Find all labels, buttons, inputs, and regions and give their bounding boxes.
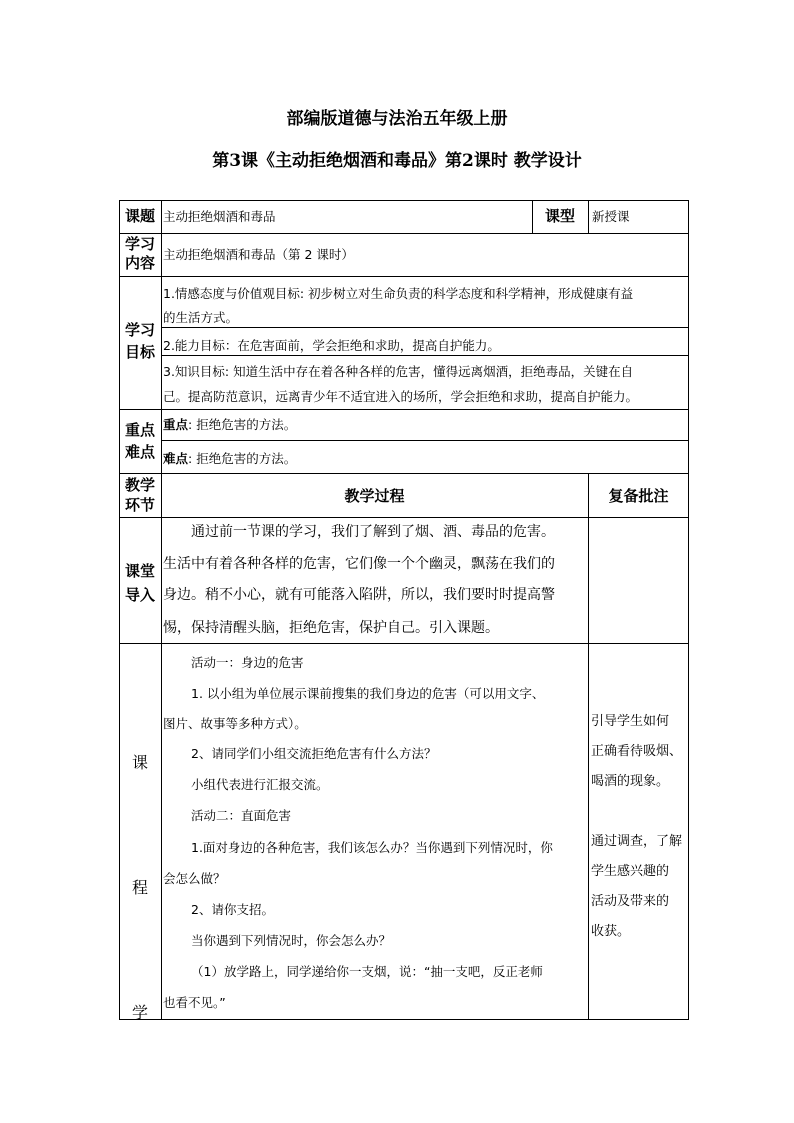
stage-label-char: 课	[131, 753, 148, 772]
learning-content-value: 主动拒绝烟酒和毒品（第 2 课时）	[163, 247, 354, 262]
table-rule	[119, 473, 689, 474]
topic-value: 主动拒绝烟酒和毒品	[163, 209, 276, 224]
label-line: 学习	[124, 235, 155, 253]
note-line: 学生感兴趣的	[591, 864, 670, 879]
process-line: （1）放学路上，同学递给你一支烟，说：“抽一支吧，反正老师	[191, 964, 543, 979]
process-line: 也看不见。”	[163, 995, 226, 1010]
label-learning-goals	[119, 319, 161, 363]
table-rule	[161, 200, 162, 1020]
table-rule	[119, 233, 689, 234]
difficult-point-label: 难点	[163, 451, 189, 466]
label-topic: 课题	[124, 207, 155, 225]
goal-3-line-2: 己。提高防范意识，远离青少年不适宜进入的场所，学会拒绝和求助，提高自护能力。	[163, 389, 639, 404]
table-rule	[119, 517, 689, 518]
goal-1-line-2: 的生活方式。	[163, 310, 239, 325]
process-line: 活动一：身边的危害	[191, 655, 304, 670]
label-line: 难点	[124, 443, 155, 461]
note-line: 喝酒的现象。	[591, 774, 670, 789]
table-rule	[688, 200, 689, 1020]
process-line: 1.面对身边的各种危害，我们该怎么办？当你遇到下列情况时，你	[191, 840, 553, 855]
label-teaching-stage	[119, 475, 161, 515]
table-rule	[119, 200, 689, 201]
process-line: 小组代表进行汇报交流。	[191, 777, 329, 792]
label-line: 导入	[124, 586, 155, 604]
table-rule	[161, 355, 689, 356]
stage-label-char: 学	[131, 1003, 148, 1022]
label-learning-content	[119, 235, 161, 273]
intro-line-2: 生活中有着各种各样的危害，它们像一个个幽灵，飘荡在我们的	[163, 556, 555, 572]
key-point-label: 重点	[163, 417, 189, 432]
label-line: 课堂	[124, 562, 155, 580]
intro-line-4: 惕，保持清醒头脑，拒绝危害，保护自己。引入课题。	[163, 620, 499, 636]
key-point-text: : 拒绝危害的方法。	[188, 417, 297, 432]
process-line: 活动二：直面危害	[191, 808, 292, 823]
process-line: 1. 以小组为单位展示课前搜集的我们身边的危害（可以用文字、	[191, 686, 545, 701]
document-title: 部编版道德与法治五年级上册	[286, 109, 508, 129]
table-rule	[119, 276, 689, 277]
lesson-type-value: 新授课	[592, 209, 630, 224]
table-rule	[119, 643, 689, 644]
process-line: 2、请同学们小组交流拒绝危害有什么方法？	[191, 746, 437, 761]
label-line: 教学	[124, 476, 155, 494]
process-line: 当你遇到下列情况时，你会怎么办？	[191, 933, 392, 948]
table-rule	[119, 1019, 689, 1020]
label-class-intro	[119, 559, 161, 607]
table-rule	[161, 440, 689, 441]
note-line: 正确看待吸烟、	[591, 744, 683, 759]
intro-line-3: 身边。稍不小心，就有可能落入陷阱，所以，我们要时时提高警	[163, 587, 555, 603]
key-point	[163, 417, 296, 433]
label-line: 内容	[124, 254, 155, 272]
lesson-plan-table	[119, 200, 689, 1020]
label-line: 环节	[124, 496, 155, 514]
note-line: 活动及带来的	[591, 894, 670, 909]
label-line: 学习	[124, 321, 155, 339]
process-line: 会怎么做？	[163, 871, 226, 886]
difficult-point	[163, 451, 296, 467]
goal-3-line-1: 3.知识目标: 知道生活中存在着各种各样的危害，懂得远离烟酒，拒绝毒品，关键在自	[163, 364, 634, 379]
document-subtitle: 第3课《主动拒绝烟酒和毒品》第2课时 教学设计	[212, 151, 582, 171]
table-rule	[119, 409, 689, 410]
column-header-notes: 复备批注	[608, 487, 669, 505]
label-line: 目标	[124, 343, 155, 361]
process-line: 2、请你支招。	[191, 902, 274, 917]
goal-2: 2.能力目标：在危害面前，学会拒绝和求助，提高自护能力。	[163, 338, 500, 353]
note-line: 通过调查，了解	[591, 834, 683, 849]
intro-line-1: 通过前一节课的学习，我们了解到了烟、酒、毒品的危害。	[191, 524, 555, 540]
difficult-point-text: : 拒绝危害的方法。	[188, 451, 297, 466]
process-line: 图片、故事等多种方式）。	[163, 716, 307, 731]
column-header-process: 教学过程	[344, 487, 405, 505]
stage-label-char: 程	[131, 878, 148, 897]
table-rule	[588, 473, 589, 1019]
goal-1-line-1: 1.情感态度与价值观目标: 初步树立对生命负责的科学态度和科学精神，形成健康有益	[163, 286, 634, 301]
note-line: 引导学生如何	[591, 714, 670, 729]
label-key-difficult	[119, 419, 161, 463]
table-rule	[161, 327, 689, 328]
note-line: 收获。	[591, 924, 631, 939]
label-line: 重点	[124, 421, 155, 439]
table-rule	[588, 200, 589, 233]
label-lesson-type: 课型	[544, 207, 575, 225]
